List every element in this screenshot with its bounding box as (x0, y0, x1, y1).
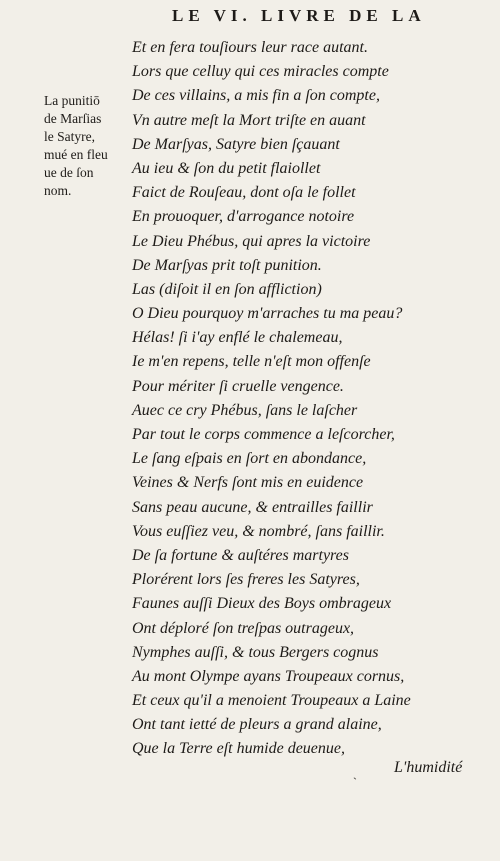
margin-note (44, 92, 130, 200)
verse-line: Lors que celluy qui ces miracles compte (132, 63, 389, 81)
verse-line: Au ieu & ſon du petit flaiollet (132, 159, 321, 177)
verse-line: Las (diſoit il en ſon affliction) (132, 280, 322, 298)
verse-line: Ie m'en repens, telle n'eſt mon offenſe (132, 353, 371, 371)
running-head: LE VI. LIVRE DE LA (172, 6, 426, 25)
poem-text (132, 36, 472, 762)
margin-note-line: ue de ſon (44, 165, 94, 180)
verse-line: Ont déploré ſon treſpas outrageux, (132, 619, 355, 637)
verse-line: Pour mériter ſi cruelle vengence. (132, 377, 344, 395)
verse-line: Vous euſſiez veu, & nombré, ſans faillir. (132, 522, 385, 540)
verse-line: O Dieu pourquoy m'arraches tu ma peau? (132, 305, 403, 323)
margin-note-line: mué en fleu (44, 147, 108, 162)
verse-line: De Marſyas prit toſt punition. (132, 256, 322, 274)
margin-note-line: nom. (44, 183, 72, 198)
verse-line: Et en fera touſiours leur race autant. (132, 39, 368, 56)
verse-line: Vn autre meſt la Mort triſte en auant (132, 111, 366, 129)
margin-note-line: le Satyre, (44, 129, 95, 144)
verse-line: Le ſang eſpais en ſort en abondance, (132, 450, 367, 468)
verse-line: Et ceux qu'il a menoient Troupeaux a Laine (132, 692, 411, 710)
margin-note-line: de Marſias (44, 111, 102, 126)
verse-line: Faunes auſſi Dieux des Boys ombrageux (132, 595, 392, 613)
verse-line: Hélas! ſi i'ay enflé le chalemeau, (132, 329, 343, 347)
verse-line: Au mont Olympe ayans Troupeaux cornus, (132, 667, 405, 685)
verse-line: Ont tant ietté de pleurs a grand alaine, (132, 716, 382, 734)
catchword: L'humidité (394, 759, 463, 776)
verse-line: Nymphes auſſi, & tous Bergers cognus (132, 643, 379, 661)
verse-line: De ces villains, a mis fin a ſon compte, (132, 87, 380, 105)
verse-line: Sans peau aucune, & entrailles faillir (132, 498, 373, 516)
verse-line: Par tout le corps commence a leſcorcher, (132, 426, 395, 443)
margin-note-line: La punitiō (44, 93, 100, 108)
verse-line: Auec ce cry Phébus, ſans le laſcher (132, 401, 358, 419)
verse-line: Faict de Rouſeau, dont oſa le follet (132, 184, 356, 202)
verse-line: De Marſyas, Satyre bien ſçauant (132, 135, 340, 153)
verse-line: En prouoquer, d'arrogance notoire (132, 208, 355, 226)
verse-line: Que la Terre eſt humide deuenue, (132, 740, 345, 758)
printer-mark: ˎ (353, 766, 357, 780)
verse-line: Le Dieu Phébus, qui apres la victoire (132, 232, 371, 250)
verse-line: De ſa fortune & auſtéres martyres (132, 546, 350, 564)
verse-line: Plorérent lors ſes freres les Satyres, (132, 571, 360, 589)
verse-line: Veines & Nerfs ſont mis en euidence (132, 474, 364, 492)
